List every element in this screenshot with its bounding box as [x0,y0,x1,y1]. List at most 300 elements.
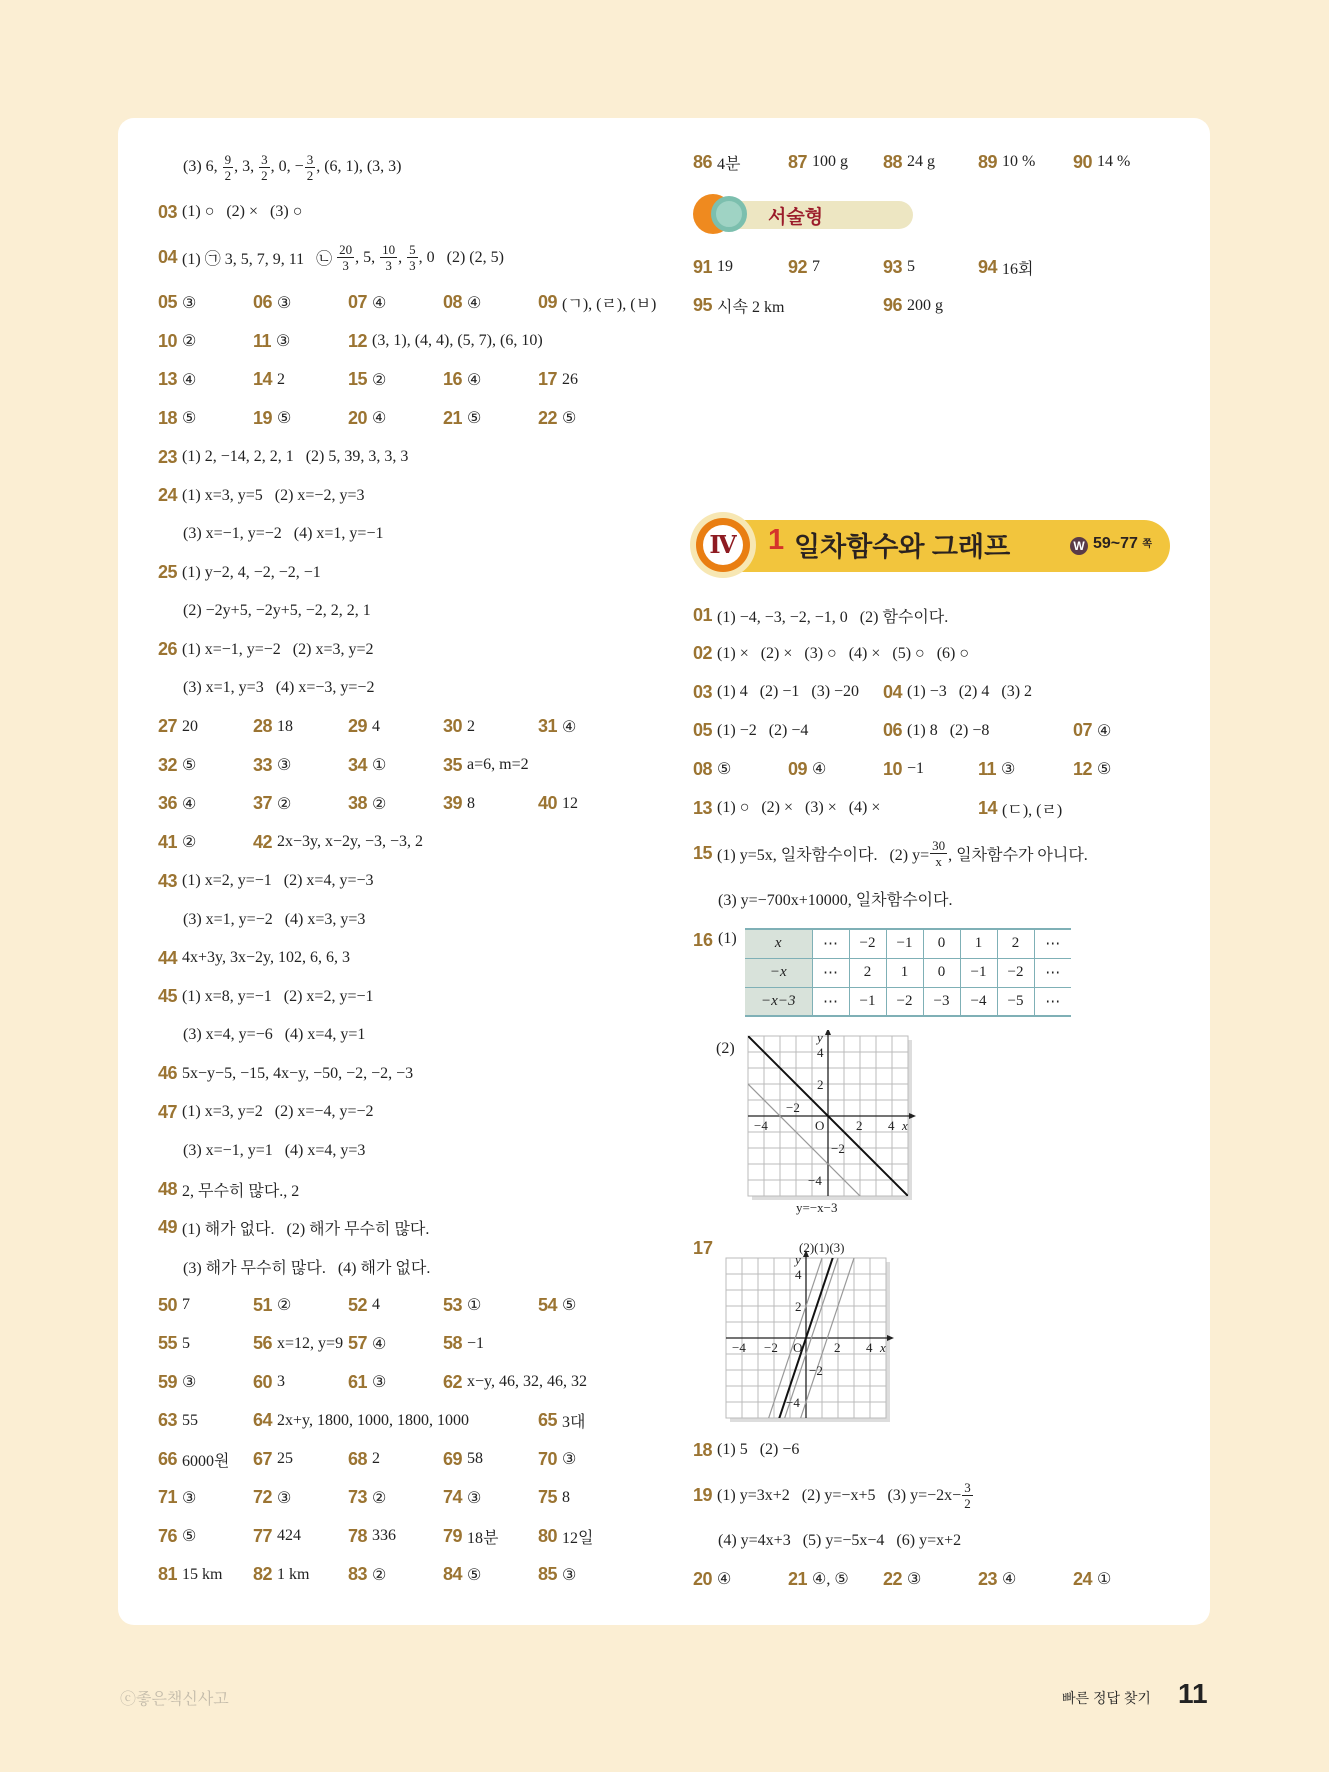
answer-item [538,1409,586,1432]
answer-segment: ⑤ [562,1297,577,1315]
answer-row [693,750,1111,789]
answer-item [978,797,1062,820]
question-number: 35 [443,754,463,775]
fraction-denominator: x [935,853,942,869]
answer-row [158,977,656,1016]
answer-row [158,1247,656,1286]
question-number: 81 [158,1564,178,1585]
answer-row [158,193,656,232]
answer-text [372,1488,386,1508]
question-number: 07 [348,292,368,313]
answer-text [717,604,948,627]
answer-row [158,669,656,708]
answer-item [443,793,538,814]
answer-text [718,887,952,910]
graph-label-xm4: −4 [732,1340,746,1355]
answer-segment: (1) ㉠ 3, 5, 7, 9, 11 ㉡ [182,251,337,269]
answer-item [883,295,943,316]
answer-text [182,203,302,221]
answer-segment: (1) x=−1, y=−2 (2) x=3, y=2 [182,640,374,658]
answer-item [443,1295,538,1316]
answer-item [538,1487,570,1508]
answer-item [348,331,543,352]
answer-segment: ⑤ [717,761,732,779]
question-number: 06 [253,292,273,313]
answer-segment: (1) 5 (2) −6 [717,1441,800,1459]
answer-text [182,487,364,505]
question-number: 01 [693,604,713,625]
question-number: 85 [538,1564,558,1585]
answer-segment: (3) x=1, y=3 (4) x=−3, y=−2 [183,679,375,697]
answer-text [182,755,196,775]
question-number: 22 [883,1568,903,1589]
answer-segment: ④ [372,1335,387,1353]
answer-item [538,1295,576,1316]
question-number: 09 [788,758,808,779]
question-number: 72 [253,1487,273,1508]
answer-row [158,939,656,978]
question-number: 44 [158,947,178,968]
answer-segment: ② [277,1297,292,1315]
answer-segment: 2 [467,717,476,735]
answer-text [562,408,576,428]
answer-segment: 16회 [1002,260,1034,278]
answer-item [538,793,578,814]
question-number: 74 [443,1487,463,1508]
page-range-value: 59~77 [1093,535,1138,552]
answer-text [277,1566,309,1584]
section-title: 일차함수와 그래프 [794,532,1011,562]
answer-segment: (3) 해가 무수히 많다. (4) 해가 없다. [183,1259,431,1277]
answer-segment: 4 [372,1296,381,1314]
answer-segment: (1) 해가 없다. (2) 해가 무수히 많다. [182,1221,430,1239]
question-number: 38 [348,793,368,814]
answer-segment: (1) y=3x+2 (2) y=−x+5 (3) y=−2x− [717,1486,962,1504]
answer-segment: −1 [467,1334,485,1352]
answer-item [693,1480,974,1511]
answer-text [372,370,386,390]
fraction [259,152,270,183]
answer-segment: ② [182,333,197,351]
answer-item [158,331,253,352]
answer-item [788,152,883,173]
question-number: 50 [158,1294,178,1315]
answer-text [907,1569,921,1589]
answer-segment: ④ [182,371,197,389]
answer-text [372,718,380,736]
table-cell: −x [745,958,812,987]
answer-text [182,370,196,390]
answer-segment: ④ [812,761,827,779]
essay-section-badge [693,194,923,234]
fraction [380,242,397,273]
question-number: 75 [538,1487,558,1508]
answer-item [443,369,538,390]
graph-label-x_axis: x [902,1118,908,1133]
answer-text [1002,256,1033,279]
fraction-numerator: 9 [224,151,232,167]
answer-row [693,248,1034,287]
answer-segment: ③ [276,333,291,351]
answer-item [788,257,883,278]
table-row [745,987,1071,1016]
q16-number: 16 [693,930,714,950]
answer-text [1097,1569,1111,1589]
question-number: 03 [158,201,178,222]
answer-segment: 2x+y, 1800, 1000, 1800, 1000 [277,1411,470,1429]
answer-segment: ④ [562,718,577,736]
table-cell: 2 [997,929,1034,958]
question-number: 47 [158,1101,178,1122]
answer-item [158,292,253,313]
answer-text [717,838,1088,869]
answer-segment: 15 km [182,1565,223,1583]
answer-item [158,871,373,892]
question-number: 62 [443,1371,463,1392]
answer-item [348,755,443,776]
table-cell: −1 [886,929,923,958]
question-number: 70 [538,1448,558,1469]
fraction [962,1480,973,1511]
answer-item [158,1295,253,1316]
answer-item [158,1410,253,1431]
q16-part1-label: (1) [718,930,737,947]
question-number: 11 [253,330,272,351]
answer-segment: ⑤ [182,757,197,775]
answer-item [538,408,576,429]
answer-text [182,1065,413,1083]
answer-item [538,1564,576,1585]
question-number: 24 [1073,1568,1093,1589]
answer-text [907,297,943,315]
answer-segment: ③ [467,1489,482,1507]
answer-row [693,596,1111,635]
table-cell: −5 [997,987,1034,1016]
answer-text [812,759,826,779]
answer-segment: (1) y=5x, 일차함수이다. (2) y= [717,846,930,864]
answer-row [693,635,1111,674]
answer-row [158,900,656,939]
answer-row [693,1470,1111,1522]
answer-row [158,1324,656,1363]
answer-row [158,438,656,477]
answer-segment: ④ [467,371,482,389]
answer-segment: ① [372,757,387,775]
question-number: 82 [253,1564,273,1585]
question-number: 94 [978,256,998,277]
fraction [223,152,234,183]
answer-text [183,525,383,543]
answer-text [182,1488,196,1508]
answer-item [693,720,883,741]
answer-text [467,1525,498,1548]
question-number: 13 [158,369,178,390]
answer-item [788,1569,883,1590]
answer-segment: −1 [907,760,925,778]
answer-text [907,683,1032,701]
answer-text [182,988,373,1006]
badge-label: 서술형 [768,207,824,228]
answer-text [372,1565,386,1585]
answer-segment: (1) 4 (2) −1 (3) −20 [717,683,860,701]
table-cell: ⋯ [1034,987,1071,1016]
answer-text [277,408,291,428]
answer-row [158,1132,656,1171]
table-cell: 1 [886,958,923,987]
answer-item [158,1333,253,1354]
fraction-numerator: 10 [382,242,396,258]
table-cell: −x−3 [745,987,812,1016]
answer-text [277,1373,285,1391]
answer-row [158,1556,656,1595]
answer-segment: ③ [277,294,292,312]
answer-segment: 2, 무수히 많다., 2 [182,1182,300,1200]
answer-text [277,833,423,851]
answer-item [693,1569,788,1590]
answer-segment: ① [467,1297,482,1315]
answer-item [978,1569,1073,1590]
footer-section-name: 빠른 정답 찾기 [1062,1690,1151,1706]
table-cell: ⋯ [812,958,849,987]
question-number: 83 [348,1564,368,1585]
answer-segment: (1) 8 (2) −8 [907,721,990,739]
answer-row [158,1093,656,1132]
answer-row [158,399,656,438]
answer-text [182,1335,190,1353]
question-number: 95 [693,295,713,316]
answer-item [538,291,656,314]
question-number: 19 [253,407,273,428]
answer-item [538,369,578,390]
answer-segment: , [398,248,407,266]
answer-text [812,153,848,171]
answer-text [907,760,924,778]
answer-segment: (1) x=3, y=2 (2) x=−4, y=−2 [182,1103,374,1121]
answer-text [182,872,373,890]
answer-text [277,1412,469,1430]
answer-text [717,1480,974,1511]
answer-text [1002,1569,1016,1589]
answer-segment: 12일 [562,1529,594,1547]
answer-item [788,759,883,780]
question-number: 10 [158,330,178,351]
answer-item [693,604,948,627]
answer-item [348,1333,443,1354]
question-number: 15 [348,369,368,390]
answer-item [253,716,348,737]
answer-segment: 2x−3y, x−2y, −3, −3, 2 [277,833,424,851]
answer-item [183,911,365,929]
answer-text [467,370,481,390]
answer-segment: ⑤ [277,410,292,428]
answer-row [158,284,656,323]
table-cell: 2 [849,958,886,987]
question-number: 40 [538,793,558,814]
answer-item [443,1372,587,1393]
table-cell: −1 [960,958,997,987]
answer-item [443,1449,538,1470]
answer-segment: ③ [1001,761,1016,779]
section-number: 1 [768,524,785,556]
answer-text [562,1525,593,1548]
answer-text [467,1450,483,1468]
answer-item [348,292,443,313]
graph-label-ym2: −2 [831,1141,845,1156]
answer-row [158,322,656,361]
answer-text [277,1335,343,1353]
answer-item [693,643,969,664]
answer-item [253,755,348,776]
answer-item [183,1026,365,1044]
answer-row [693,789,1111,828]
question-number: 76 [158,1525,178,1546]
answer-item [718,1532,961,1550]
answer-item [253,793,348,814]
answer-text [276,331,290,351]
answer-text [467,1295,481,1315]
fraction [337,242,354,273]
question-number: 56 [253,1333,273,1354]
question-number: 54 [538,1294,558,1315]
answer-row [158,361,656,400]
answer-item [348,1295,443,1316]
publisher-copyright: ⓒ좋은책신사고 [120,1691,229,1708]
answer-segment: , 0 (2) (2, 5) [418,248,504,266]
question-number: 13 [693,797,713,818]
answer-text [467,795,475,813]
answer-item [253,1449,348,1470]
answer-item [538,1525,594,1548]
bottom-answers [693,1431,1111,1599]
answer-text [277,1527,301,1545]
left-answer-column [158,141,656,1594]
question-number: 49 [158,1217,178,1238]
answer-item [253,832,423,853]
answer-item [443,1564,538,1585]
answer-segment: ② [372,1566,387,1584]
answer-segment: , 5, [355,248,380,266]
answer-text [717,294,784,317]
answer-row [158,1363,656,1402]
answer-row [158,785,656,824]
answer-item [183,152,402,183]
answer-segment: ⑤ [562,410,577,428]
answer-segment: 8 [467,794,476,812]
answer-item [158,1372,253,1393]
fraction-numerator: 3 [261,151,268,167]
question-number: 69 [443,1448,463,1469]
question-number: 23 [158,446,178,467]
answer-item [693,151,788,174]
question-number: 24 [158,485,178,506]
answer-text [562,1565,576,1585]
answer-segment: 14 % [1097,153,1131,171]
answer-item [443,755,529,776]
answer-item [158,1564,253,1585]
question-number: 51 [253,1294,273,1315]
question-number: 03 [693,681,713,702]
q16-graph [744,1030,934,1220]
answer-segment: ③ [182,294,197,312]
answer-segment: ④, ⑤ [812,1571,849,1589]
answer-segment: (3, 1), (4, 4), (5, 7), (6, 10) [372,332,543,350]
answer-text [717,1569,731,1589]
answer-item [883,682,1032,703]
answer-row [158,476,656,515]
question-number: 89 [978,151,998,172]
answer-segment: ④ [182,795,197,813]
answer-segment: (1) x=3, y=5 (2) x=−2, y=3 [182,486,365,504]
answer-row [693,287,1034,326]
graph-label-y4: 4 [817,1045,824,1060]
answer-segment: 58 [467,1450,484,1468]
question-number: 86 [693,151,713,172]
question-number: 41 [158,831,178,852]
answer-item [253,331,348,352]
graph-label-origin: O [793,1340,803,1355]
answer-segment: , (6, 1), (3, 3) [316,158,402,175]
answer-row [158,1054,656,1093]
fraction-numerator: 30 [932,837,946,853]
answer-text [183,1142,365,1160]
question-number: 26 [158,639,178,660]
answer-text [182,331,196,351]
answer-item [158,242,504,273]
table-cell: −2 [849,929,886,958]
fraction-denominator: 2 [261,167,268,183]
question-number: 71 [158,1487,178,1508]
graph-label-x4: 4 [866,1340,873,1355]
question-number: 88 [883,151,903,172]
answer-text [717,683,859,701]
answer-item [158,202,302,223]
answer-row [158,232,656,284]
answer-row [158,630,656,669]
q17-number: 17 [693,1238,714,1258]
answer-item [158,986,373,1007]
answer-row [693,1522,1111,1561]
answer-item [693,759,788,780]
answer-item [158,716,253,737]
answer-item [1073,759,1111,780]
answer-item [693,682,883,703]
table-cell: 0 [923,929,960,958]
question-number: 68 [348,1448,368,1469]
answer-item [183,1142,365,1160]
fraction-denominator: 2 [224,167,232,183]
answer-item [158,832,253,853]
answer-item [348,793,443,814]
page-unit: 쪽 [1142,539,1153,550]
badge-ring-icon [711,196,747,232]
question-number: 52 [348,1294,368,1315]
answer-text [562,371,578,389]
answer-item [1073,1569,1111,1590]
question-number: 21 [788,1568,808,1589]
answer-item [883,720,1073,741]
answer-segment: 7 [812,258,821,276]
fraction-denominator: 2 [306,167,314,183]
graph-label-xm4: −4 [754,1118,768,1133]
answer-segment: 5 [182,1334,191,1352]
table-cell: x [745,929,812,958]
answer-item [158,1063,413,1084]
question-number: 27 [158,716,178,737]
answer-segment: (1) × (2) × (3) ○ (4) × (5) ○ (6) ○ [717,644,970,662]
question-number: 06 [883,720,903,741]
answer-row [158,1286,656,1325]
answer-text [562,795,578,813]
